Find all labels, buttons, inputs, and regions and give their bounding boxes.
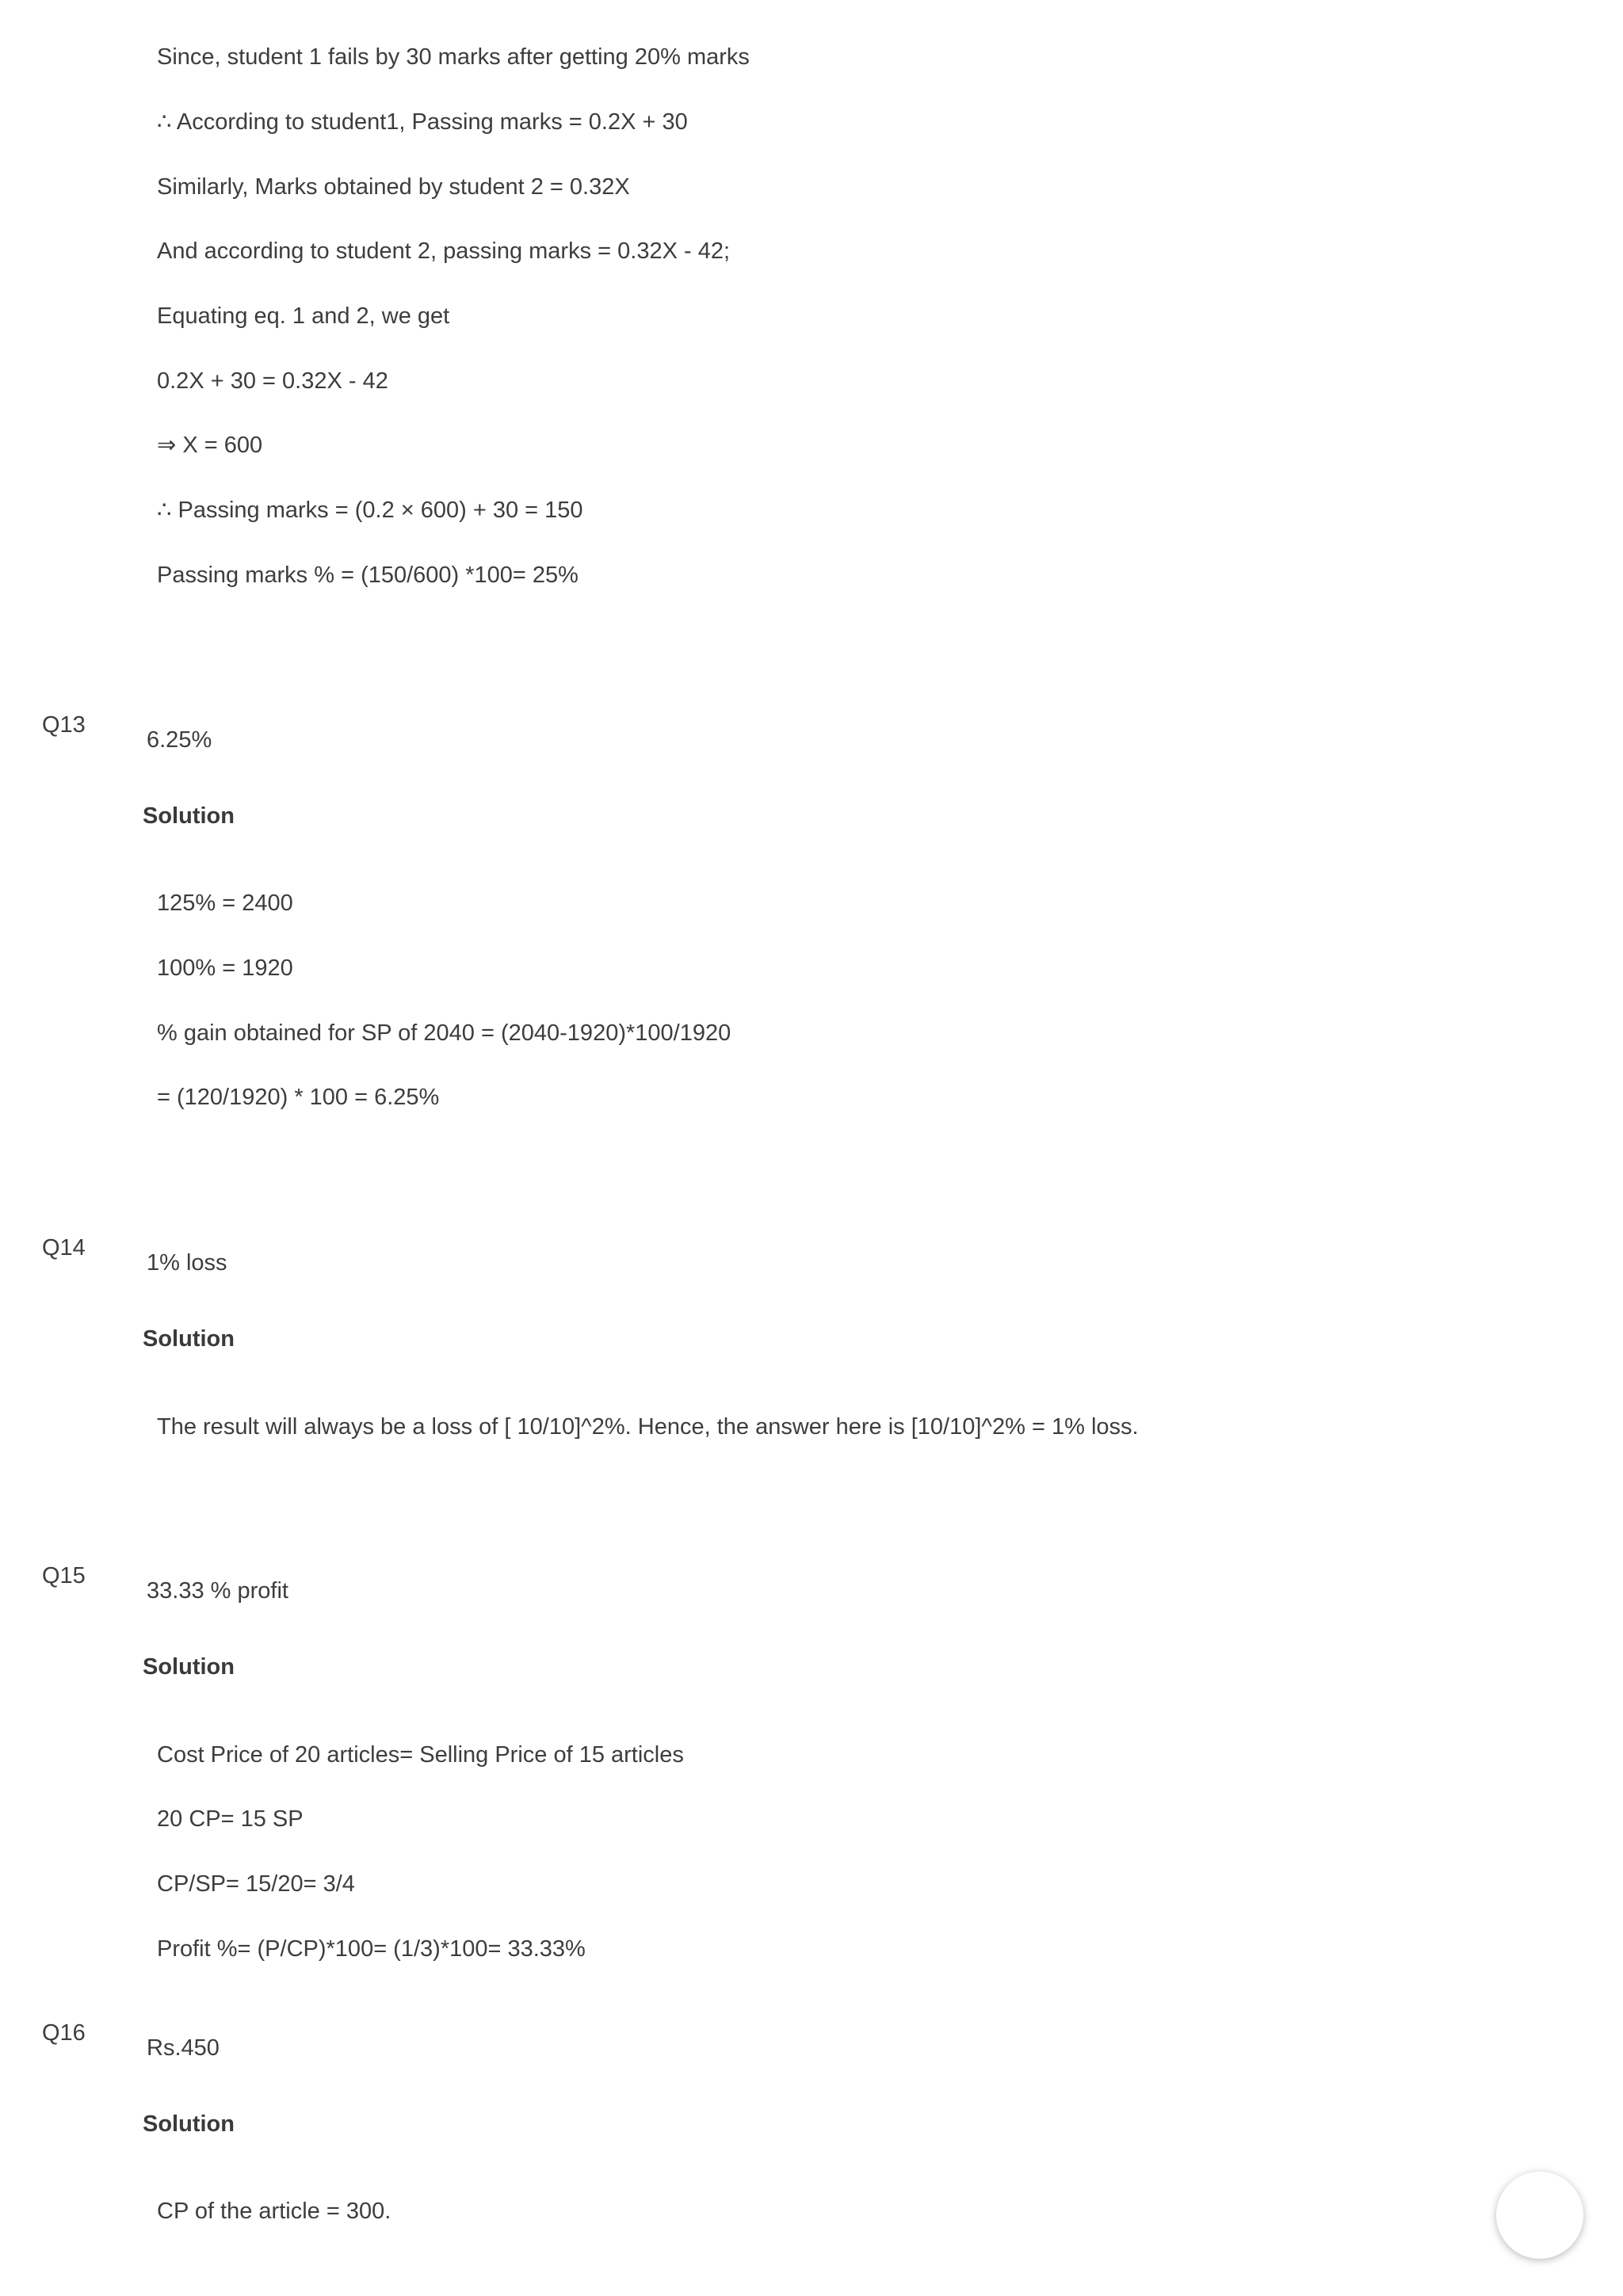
solution-line: 100% = 1920: [157, 955, 293, 981]
floating-action-button[interactable]: [1496, 2172, 1583, 2259]
question-number: Q13: [42, 712, 86, 738]
solution-line: ∴ According to student1, Passing marks = 0.2X + 30: [157, 109, 688, 135]
solution-line: % gain obtained for SP of 2040 = (2040-1920)*100/1920: [157, 1020, 731, 1046]
solution-label: Solution: [143, 1654, 235, 1680]
solution-label: Solution: [143, 1326, 235, 1352]
solution-line: CP of the article = 300.: [157, 2199, 391, 2224]
solution-line: CP/SP= 15/20= 3/4: [157, 1871, 355, 1897]
solution-line: 125% = 2400: [157, 891, 293, 916]
solution-line: And according to student 2, passing marks = 0.32X - 42;: [157, 238, 731, 264]
question-number: Q14: [42, 1235, 86, 1261]
solution-line: 20 CP= 15 SP: [157, 1806, 304, 1832]
solution-line: Profit %= (P/CP)*100= (1/3)*100= 33.33%: [157, 1936, 586, 1962]
solution-line: Equating eq. 1 and 2, we get: [157, 303, 450, 329]
solution-label: Solution: [143, 803, 235, 829]
solution-line: ∴ Passing marks = (0.2 × 600) + 30 = 150: [157, 498, 583, 523]
solution-line: ⇒ X = 600: [157, 433, 263, 458]
question-number: Q16: [42, 2020, 86, 2046]
solution-line: Cost Price of 20 articles= Selling Price of 15 articles: [157, 1742, 684, 1768]
question-answer: 1% loss: [147, 1250, 227, 1276]
question-answer: 33.33 % profit: [147, 1578, 288, 1604]
solution-line: 0.2X + 30 = 0.32X - 42: [157, 368, 388, 394]
solution-line: = (120/1920) * 100 = 6.25%: [157, 1085, 440, 1110]
question-answer: 6.25%: [147, 727, 212, 753]
question-answer: Rs.450: [147, 2035, 220, 2061]
solution-line: The result will always be a loss of [ 10/10]^2%. Hence, the answer here is [10/10]^2% = 1% loss.: [157, 1414, 1139, 1440]
solution-line: Since, student 1 fails by 30 marks after getting 20% marks: [157, 44, 750, 70]
question-number: Q15: [42, 1563, 86, 1589]
solution-line: Passing marks % = (150/600) *100= 25%: [157, 563, 579, 588]
solution-label: Solution: [143, 2111, 235, 2137]
solution-line: Similarly, Marks obtained by student 2 = 0.32X: [157, 174, 630, 200]
